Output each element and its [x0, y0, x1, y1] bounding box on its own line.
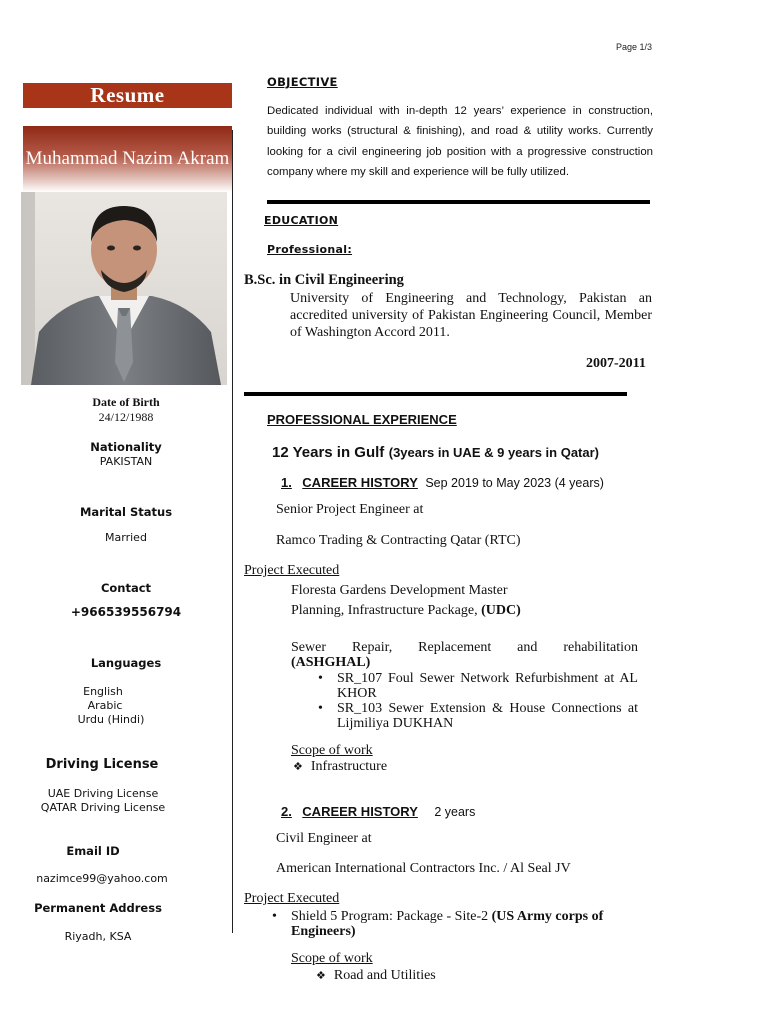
profile-photo	[21, 192, 227, 385]
language-item: Arabic	[87, 699, 123, 712]
project-1-client: (UDC)	[481, 603, 521, 618]
languages-label: Languages	[90, 656, 162, 670]
license-item: UAE Driving License	[47, 787, 159, 800]
list-item: • SR_107 Foul Sewer Network Refurbishment at AL KHOR	[315, 671, 638, 701]
dob-value: 24/12/1988	[98, 410, 154, 424]
history-1-company: Ramco Trading & Contracting Qatar (RTC)	[276, 533, 521, 548]
project-2-text: Sewer Repair, Replacement and rehabilitation	[291, 640, 638, 655]
history-period: 2 years	[434, 805, 476, 819]
objective-title: OBJECTIVE	[267, 75, 338, 89]
history-label: CAREER HISTORY	[302, 475, 418, 490]
language-item: Urdu (Hindi)	[77, 713, 145, 726]
nationality-label: Nationality	[90, 440, 162, 454]
experience-summary	[272, 444, 599, 462]
career-history-2-header	[281, 803, 475, 821]
history-1-scope-label: Scope of work	[291, 743, 373, 758]
summary-main: 12 Years in Gulf	[272, 444, 385, 461]
resume-banner: Resume	[23, 83, 232, 108]
history-1-projects-label: Project Executed	[244, 563, 340, 578]
education-years: 2007-2011	[586, 356, 646, 371]
history-2-role: Civil Engineer at	[276, 831, 372, 846]
nationality-value: PAKISTAN	[99, 455, 153, 468]
project-client: (US Army corps of Engineers)	[291, 909, 604, 939]
email-label: Email ID	[66, 844, 120, 858]
project-2-client: (ASHGHAL)	[291, 655, 371, 670]
history-2-project-list	[269, 909, 641, 939]
objective-text: Dedicated individual with in-depth 12 years’ experience in construction, building works (structural & finishing), and road & utility works. Currently looking for a civil engineering job position with a progressive construction company where my skill and experience will be fully utilized.	[267, 105, 653, 178]
history-2-projects-label: Project Executed	[244, 891, 340, 906]
experience-title: PROFESSIONAL EXPERIENCE	[267, 412, 457, 427]
column-divider	[232, 130, 233, 933]
education-subtitle: Professional:	[267, 243, 353, 256]
permanent-address-value: Riyadh, KSA	[64, 930, 132, 943]
career-history-1-header	[281, 474, 604, 492]
degree: B.Sc. in Civil Engineering	[244, 272, 404, 288]
section-divider	[267, 200, 650, 204]
education-title: EDUCATION	[264, 214, 339, 227]
project-1-line-1: Floresta Gardens Development Master	[291, 583, 508, 598]
institution: University of Engineering and Technology, Pakistan an accredited university of Pakistan Engineering Council, Member of Washington Accord 2011.	[290, 291, 652, 340]
permanent-address-label: Permanent Address	[34, 901, 162, 915]
project-1-line-2	[291, 603, 521, 619]
history-2-scope-item	[316, 968, 436, 984]
candidate-name: Muhammad Nazim Akram	[23, 126, 232, 192]
contact-label: Contact	[100, 581, 152, 595]
summary-detail: (3years in UAE & 9 years in Qatar)	[388, 445, 599, 460]
project-text: Shield 5 Program: Package - Site-2	[291, 909, 489, 924]
contact-value: +966539556794	[70, 605, 182, 619]
history-1-role: Senior Project Engineer at	[276, 502, 424, 517]
project-1-name: Planning, Infrastructure Package,	[291, 603, 478, 618]
diamond-bullet-icon: ❖	[293, 760, 303, 773]
history-label: CAREER HISTORY	[302, 804, 418, 819]
history-period: Sep 2019 to May 2023 (4 years)	[425, 476, 604, 490]
history-1-scope-item	[293, 759, 387, 775]
email-value[interactable]: nazimce99@yahoo.com	[36, 872, 168, 885]
list-item: • SR_103 Sewer Extension & House Connections at Lijmiliya DUKHAN	[315, 701, 638, 731]
driving-license-label: Driving License	[45, 757, 159, 772]
section-divider	[244, 392, 627, 396]
list-item	[269, 909, 641, 939]
scope-item-text: Infrastructure	[310, 759, 388, 774]
scope-item-text: Road and Utilities	[333, 968, 436, 983]
diamond-bullet-icon: ❖	[316, 969, 326, 982]
dob-label: Date of Birth	[92, 395, 160, 409]
project-2-list	[315, 671, 638, 731]
history-number: 2.	[281, 804, 292, 819]
page-number: Page 1/3	[616, 42, 653, 52]
marital-status-label: Marital Status	[79, 505, 173, 519]
language-item: English	[83, 685, 123, 698]
history-2-company: American International Contractors Inc. / Al Seal JV	[276, 861, 571, 876]
history-number: 1.	[281, 475, 292, 490]
license-item: QATAR Driving License	[40, 801, 166, 814]
history-2-scope-label: Scope of work	[291, 951, 373, 966]
marital-status-value: Married	[105, 531, 147, 544]
